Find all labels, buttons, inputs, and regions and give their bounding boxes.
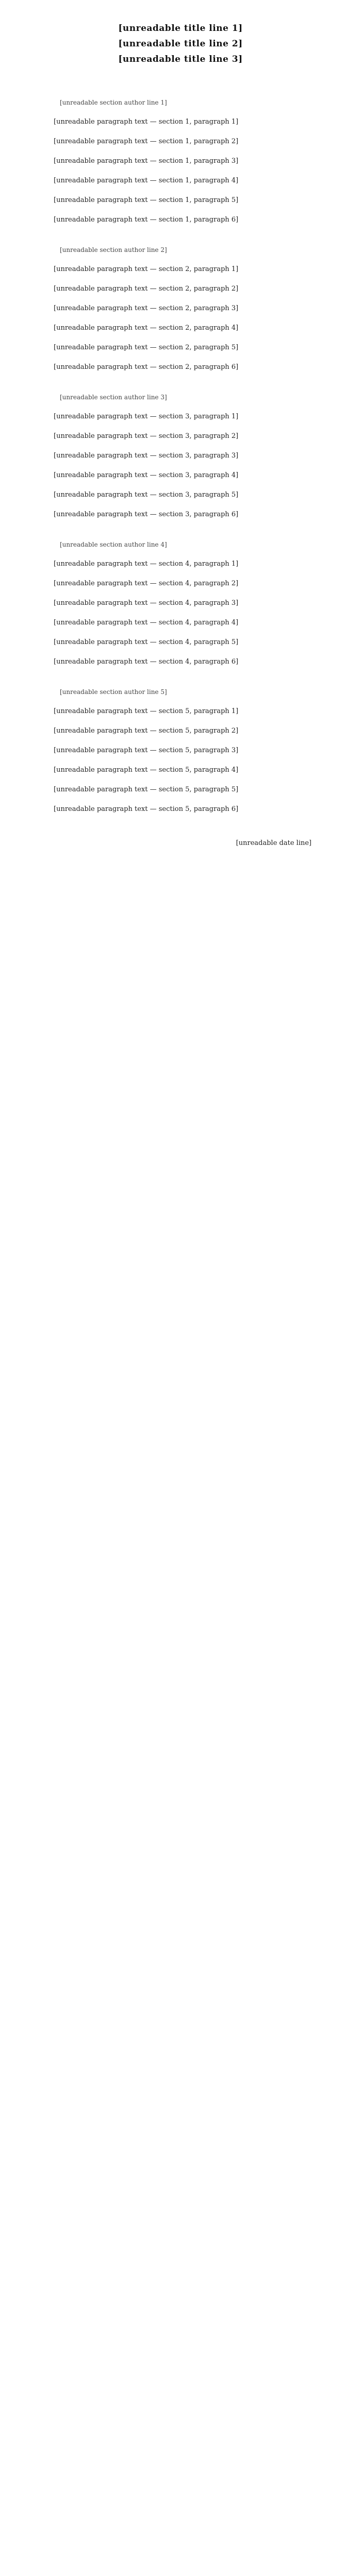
body-paragraph: [unreadable paragraph text — section 2, paragraph 2]	[54, 285, 239, 293]
body-paragraph: [unreadable paragraph text — section 3, paragraph 1]	[54, 413, 239, 420]
section	[40, 539, 321, 669]
section-author: [unreadable section author line 4]	[60, 541, 167, 548]
body-paragraph: [unreadable paragraph text — section 5, paragraph 3]	[54, 747, 239, 754]
body-paragraph: [unreadable paragraph text — section 3, paragraph 2]	[54, 432, 239, 440]
body-paragraph: [unreadable paragraph text — section 5, paragraph 4]	[54, 766, 239, 774]
title-line: [unreadable title line 2]	[118, 39, 243, 49]
body-paragraph: [unreadable paragraph text — section 3, paragraph 6]	[54, 511, 239, 518]
title-block	[40, 21, 321, 67]
body-paragraph: [unreadable paragraph text — section 3, paragraph 4]	[54, 471, 239, 479]
body-paragraph: [unreadable paragraph text — section 4, paragraph 1]	[54, 560, 239, 568]
body-paragraph: [unreadable paragraph text — section 2, paragraph 1]	[54, 265, 239, 273]
body-paragraph: [unreadable paragraph text — section 3, paragraph 5]	[54, 491, 239, 499]
body-paragraph: [unreadable paragraph text — section 5, paragraph 2]	[54, 727, 239, 735]
section	[40, 244, 321, 374]
title-line: [unreadable title line 1]	[118, 23, 243, 33]
body-paragraph: [unreadable paragraph text — section 3, paragraph 3]	[54, 452, 239, 460]
body-paragraph: [unreadable paragraph text — section 2, paragraph 3]	[54, 304, 239, 312]
section	[40, 97, 321, 227]
section-author: [unreadable section author line 1]	[60, 99, 167, 106]
body-paragraph: [unreadable paragraph text — section 1, paragraph 6]	[54, 216, 239, 224]
body-paragraph: [unreadable paragraph text — section 4, paragraph 3]	[54, 599, 239, 607]
sections-container	[40, 97, 321, 816]
section-author: [unreadable section author line 3]	[60, 394, 167, 401]
body-paragraph: [unreadable paragraph text — section 4, paragraph 2]	[54, 580, 239, 587]
body-paragraph: [unreadable paragraph text — section 2, paragraph 4]	[54, 324, 239, 332]
body-paragraph: [unreadable paragraph text — section 1, paragraph 1]	[54, 118, 239, 126]
section-author: [unreadable section author line 2]	[60, 246, 167, 253]
date-line: [unreadable date line]	[236, 839, 311, 847]
section-author: [unreadable section author line 5]	[60, 688, 167, 696]
body-paragraph: [unreadable paragraph text — section 1, paragraph 4]	[54, 177, 239, 184]
body-paragraph: [unreadable paragraph text — section 4, paragraph 5]	[54, 638, 239, 646]
title-line: [unreadable title line 3]	[118, 54, 243, 64]
body-paragraph: [unreadable paragraph text — section 5, paragraph 6]	[54, 805, 239, 813]
body-paragraph: [unreadable paragraph text — section 2, paragraph 5]	[54, 344, 239, 351]
section	[40, 392, 321, 521]
body-paragraph: [unreadable paragraph text — section 2, paragraph 6]	[54, 363, 239, 371]
body-paragraph: [unreadable paragraph text — section 1, paragraph 5]	[54, 196, 239, 204]
body-paragraph: [unreadable paragraph text — section 5, paragraph 5]	[54, 786, 239, 793]
body-paragraph: [unreadable paragraph text — section 4, paragraph 4]	[54, 619, 239, 626]
section	[40, 686, 321, 816]
body-paragraph: [unreadable paragraph text — section 4, paragraph 6]	[54, 658, 239, 666]
body-paragraph: [unreadable paragraph text — section 5, paragraph 1]	[54, 707, 239, 715]
body-paragraph: [unreadable paragraph text — section 1, paragraph 2]	[54, 138, 239, 145]
body-paragraph: [unreadable paragraph text — section 1, paragraph 3]	[54, 157, 239, 165]
